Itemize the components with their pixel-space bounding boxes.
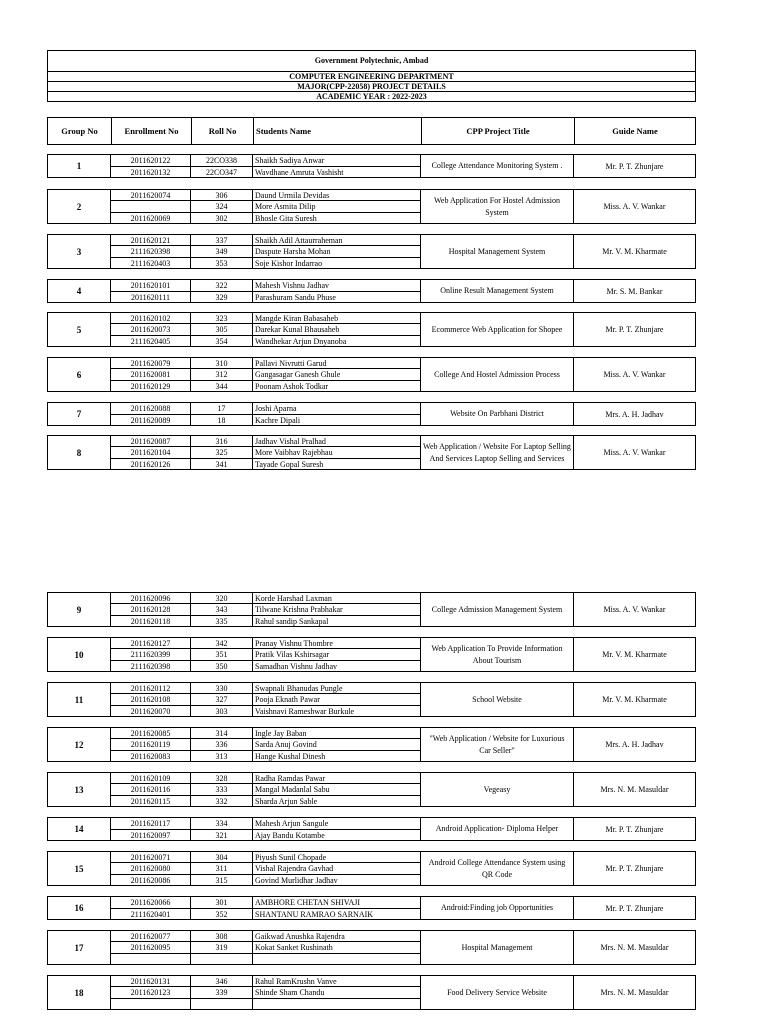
project-title: Android Application- Diploma Helper <box>421 818 574 840</box>
roll-no: 321 <box>191 829 252 841</box>
project-title: Web Application To Provide Information About Tourism <box>421 638 574 671</box>
student-name: Piyush Sunil Chopade <box>255 853 327 862</box>
roll-no: 327 <box>191 693 252 704</box>
group-number: 4 <box>48 280 111 302</box>
roll-no-column <box>191 358 253 391</box>
student-name-column <box>253 403 421 425</box>
group-number: 9 <box>48 593 111 626</box>
student-name: Vishal Rajendra Gavhad <box>253 862 420 873</box>
roll-no: 313 <box>191 750 252 761</box>
enrollment-no: 2011620127 <box>130 639 171 648</box>
enrollment-no: 2011620128 <box>111 603 190 614</box>
group-row <box>47 189 696 224</box>
student-name: Gangasagar Ganesh Ghule <box>253 368 420 379</box>
roll-no: 354 <box>191 335 252 346</box>
enrollment-no: 2011620126 <box>111 458 190 469</box>
student-name-column <box>253 931 421 964</box>
column-header-row <box>47 117 696 145</box>
roll-no: 22CO347 <box>191 166 252 178</box>
roll-no: 346 <box>215 977 228 986</box>
enrollment-no-column <box>111 436 191 469</box>
student-name: Joshi Aparna <box>255 404 297 413</box>
student-name-column <box>253 638 421 671</box>
group-number: 10 <box>48 638 111 671</box>
enrollment-no-column <box>111 931 191 964</box>
enrollment-no: 2011620066 <box>130 898 171 907</box>
guide-name: Mr. P. T. Zhunjare <box>605 161 664 171</box>
project-title: "Web Application / Website for Luxurious Car Seller" <box>421 728 574 761</box>
col-roll-no: Roll No <box>191 118 253 144</box>
roll-no: 319 <box>191 941 252 952</box>
roll-no-column <box>191 931 253 964</box>
roll-no: 322 <box>215 281 228 290</box>
roll-no: 349 <box>191 245 252 256</box>
roll-no-column <box>191 155 253 177</box>
student-name: Mahesh Vishnu Jadhav <box>255 281 330 290</box>
roll-no: 336 <box>191 738 252 749</box>
enrollment-no-column <box>111 190 191 223</box>
student-name: Pallavi Nivrutti Garud <box>255 359 327 368</box>
guide-name: Miss. A. V. Wankar <box>603 605 666 614</box>
enrollment-no: 2011620081 <box>111 368 190 379</box>
student-name: Mangal Madanlal Sabu <box>253 783 420 794</box>
roll-no: 324 <box>191 200 252 211</box>
student-name-column <box>253 593 421 626</box>
roll-no: 312 <box>191 368 252 379</box>
roll-no-column <box>191 976 253 1009</box>
enrollment-no-column <box>111 280 191 302</box>
enrollment-no: 2011620121 <box>130 236 171 245</box>
student-name: Pratik Vilas Kshirsagar <box>253 648 420 659</box>
student-name: More Vaibhav Rajebhau <box>253 446 420 457</box>
enrollment-no: 2111620405 <box>111 335 190 346</box>
enrollment-no: 2011620097 <box>111 829 190 841</box>
roll-no: 304 <box>215 853 228 862</box>
roll-no-column <box>191 436 253 469</box>
enrollment-no-column <box>111 683 191 716</box>
project-title: Hospital Management <box>421 931 574 964</box>
enrollment-no: 2011620087 <box>130 437 171 446</box>
roll-no: 308 <box>215 932 228 941</box>
guide-name: Mrs. A. H. Jadhav <box>605 409 664 419</box>
guide-name: Mrs. A. H. Jadhav <box>605 740 664 749</box>
roll-no: 329 <box>191 291 252 303</box>
roll-no: 337 <box>215 236 228 245</box>
enrollment-no: 2111620399 <box>111 648 190 659</box>
document-header <box>47 50 696 102</box>
student-name: AMBHORE CHETAN SHIVAJI <box>255 898 360 907</box>
roll-no: 305 <box>191 323 252 334</box>
group-row <box>47 312 696 347</box>
enrollment-no: 2011620083 <box>111 750 190 761</box>
enrollment-no <box>111 200 190 211</box>
student-name: Tayade Gopal Suresh <box>253 458 420 469</box>
roll-no: 353 <box>191 257 252 268</box>
roll-no: 22CO338 <box>205 156 238 165</box>
roll-no: 303 <box>191 705 252 716</box>
roll-no-column <box>191 683 253 716</box>
roll-no: 330 <box>215 684 228 693</box>
student-name-column <box>253 358 421 391</box>
group-row <box>47 402 696 426</box>
enrollment-no: 2011620119 <box>111 738 190 749</box>
enrollment-no: 2011620129 <box>111 380 190 391</box>
group-row <box>47 896 696 920</box>
student-name: Samadhan Vishnu Jadhav <box>253 660 420 671</box>
student-name: Daund Urmila Devidas <box>255 191 330 200</box>
group-row <box>47 727 696 762</box>
student-name: Sharda Arjun Sable <box>253 795 420 806</box>
group-number: 12 <box>48 728 111 761</box>
roll-no: 332 <box>191 795 252 806</box>
enrollment-no: 2111620398 <box>111 660 190 671</box>
student-name: Daspute Harsha Mohan <box>253 245 420 256</box>
enrollment-no: 2011620123 <box>111 986 190 997</box>
project-title: Website On Parbhani District <box>421 403 574 425</box>
roll-no: 306 <box>215 191 228 200</box>
enrollment-no: 2011620086 <box>111 874 190 885</box>
project-title: Android:Finding job Opportunities <box>421 897 574 919</box>
enrollment-no: 2011620109 <box>130 774 171 783</box>
enrollment-no-column <box>111 593 191 626</box>
guide-name: Miss. A. V. Wankar <box>603 448 666 457</box>
student-name: SHANTANU RAMRAO SARNAIK <box>253 908 420 920</box>
enrollment-no-column <box>111 852 191 885</box>
group-number: 14 <box>48 818 111 840</box>
group-number: 7 <box>48 403 111 425</box>
enrollment-no-column <box>111 155 191 177</box>
enrollment-no: 2111620398 <box>111 245 190 256</box>
enrollment-no: 2011620085 <box>130 729 171 738</box>
group-row <box>47 592 696 627</box>
student-name: Soje Kishor Indarrao <box>253 257 420 268</box>
roll-no-column <box>191 403 253 425</box>
project-title: Android College Attendance System using QR Code <box>421 852 574 885</box>
guide-name: Miss. A. V. Wankar <box>603 370 666 379</box>
group-row <box>47 435 696 470</box>
group-row <box>47 154 696 178</box>
col-project-title: CPP Project Title <box>421 118 574 144</box>
student-name: Hange Kushal Dinesh <box>253 750 420 761</box>
student-name: Parashuram Sandu Phuse <box>253 291 420 303</box>
student-name-column <box>253 190 421 223</box>
enrollment-no-column <box>111 728 191 761</box>
roll-no: 316 <box>215 437 228 446</box>
roll-no-column <box>191 818 253 840</box>
student-name: Rahul RamKrushn Vanve <box>255 977 337 986</box>
student-name: Poonam Ashok Todkar <box>253 380 420 391</box>
student-name-column <box>253 976 421 1009</box>
group-number: 18 <box>48 976 111 1009</box>
project-title: School Website <box>421 683 574 716</box>
col-guide-name: Guide Name <box>574 118 695 144</box>
group-row <box>47 930 696 965</box>
student-name: Gaikwad Anushka Rajendra <box>255 932 345 941</box>
enrollment-no: 2011620077 <box>130 932 171 941</box>
project-title: Web Application / Website For Laptop Selling And Services Laptop Selling and Services <box>421 436 574 469</box>
guide-name: Mr. V. M. Kharmate <box>602 247 667 256</box>
academic-year: ACADEMIC YEAR : 2022-2023 <box>48 91 695 101</box>
student-name: Bhosle Gita Suresh <box>253 212 420 223</box>
student-name-column <box>253 155 421 177</box>
student-name: Darekar Kunal Bhausaheb <box>253 323 420 334</box>
guide-name: Mr. P. T. Zhunjare <box>605 325 664 334</box>
group-row <box>47 975 696 1010</box>
group-row <box>47 772 696 807</box>
roll-no-column <box>191 313 253 346</box>
group-number: 17 <box>48 931 111 964</box>
enrollment-no: 2011620122 <box>130 156 171 165</box>
guide-name: Mr. P. T. Zhunjare <box>605 824 664 834</box>
enrollment-no-column <box>111 897 191 919</box>
guide-name: Mr. P. T. Zhunjare <box>605 903 664 913</box>
guide-name: Mrs. N. M. Masuldar <box>600 943 669 952</box>
col-enrollment-no: Enrollment No <box>111 118 191 144</box>
enrollment-no-column <box>111 638 191 671</box>
enrollment-no: 2011620111 <box>111 291 190 303</box>
student-name: Mangde Kiran Babasaheb <box>255 314 339 323</box>
student-name-column <box>253 235 421 268</box>
enrollment-no-column <box>111 773 191 806</box>
enrollment-no: 2011620108 <box>111 693 190 704</box>
group-number: 1 <box>48 155 111 177</box>
guide-name: Mrs. N. M. Masuldar <box>600 988 669 997</box>
enrollment-no: 2011620095 <box>111 941 190 952</box>
student-name: Sarda Anuj Govind <box>253 738 420 749</box>
roll-no: 328 <box>215 774 228 783</box>
roll-no-column <box>191 280 253 302</box>
student-name-column <box>253 313 421 346</box>
roll-no-column <box>191 638 253 671</box>
project-title: Web Application For Hostel Admission System <box>421 190 574 223</box>
enrollment-no: 2011620069 <box>111 212 190 223</box>
enrollment-no: 2011620089 <box>111 414 190 426</box>
roll-no: 335 <box>191 615 252 626</box>
enrollment-no: 2011620101 <box>130 281 171 290</box>
enrollment-no: 2011620074 <box>130 191 171 200</box>
enrollment-no-column <box>111 235 191 268</box>
student-name: Pranay Vishnu Thombre <box>255 639 333 648</box>
roll-no: 323 <box>215 314 228 323</box>
enrollment-no: 2011620073 <box>111 323 190 334</box>
roll-no: 17 <box>217 404 226 413</box>
student-name: Wandhekar Arjun Dnyanoba <box>253 335 420 346</box>
group-row <box>47 234 696 269</box>
project-title: College Admission Management System <box>421 593 574 626</box>
department-name: COMPUTER ENGINEERING DEPARTMENT <box>48 71 695 81</box>
student-name: Korde Harshad Laxman <box>255 594 332 603</box>
roll-no: 351 <box>191 648 252 659</box>
enrollment-no: 2011620117 <box>130 819 171 828</box>
roll-no-column <box>191 593 253 626</box>
student-name: Kachre Dipali <box>253 414 420 426</box>
enrollment-no: 2011620104 <box>111 446 190 457</box>
group-number: 6 <box>48 358 111 391</box>
group-number: 15 <box>48 852 111 885</box>
guide-name: Miss. A. V. Wankar <box>603 202 666 211</box>
roll-no: 315 <box>191 874 252 885</box>
guide-name: Mr. V. M. Kharmate <box>602 650 667 659</box>
group-row <box>47 357 696 392</box>
group-number: 5 <box>48 313 111 346</box>
enrollment-no: 2011620080 <box>111 862 190 873</box>
student-name-column <box>253 728 421 761</box>
student-name: Tilwane Krishna Prabhakar <box>253 603 420 614</box>
enrollment-no: 2011620118 <box>111 615 190 626</box>
roll-no: 343 <box>191 603 252 614</box>
roll-no: 314 <box>215 729 228 738</box>
group-number: 11 <box>48 683 111 716</box>
guide-name: Mrs. N. M. Masuldar <box>600 785 669 794</box>
roll-no: 334 <box>215 819 228 828</box>
institute-name: Government Polytechnic, Ambad <box>314 56 429 65</box>
group-number: 13 <box>48 773 111 806</box>
project-title: Ecommerce Web Application for Shopee <box>421 313 574 346</box>
roll-no <box>191 953 252 964</box>
student-name-column <box>253 683 421 716</box>
enrollment-no: 2011620112 <box>130 684 171 693</box>
student-name: Swapnali Bhanudas Pungle <box>255 684 343 693</box>
project-title: College Attendance Monitoring System . <box>421 155 574 177</box>
student-name: Rahul sandip Sankapal <box>253 615 420 626</box>
roll-no-column <box>191 897 253 919</box>
enrollment-no-column <box>111 976 191 1009</box>
roll-no: 310 <box>215 359 228 368</box>
enrollment-no: 2011620088 <box>130 404 171 413</box>
roll-no-column <box>191 728 253 761</box>
roll-no: 18 <box>191 414 252 426</box>
enrollment-no-column <box>111 313 191 346</box>
enrollment-no-column <box>111 358 191 391</box>
group-number: 8 <box>48 436 111 469</box>
guide-name: Mr. V. M. Kharmate <box>602 695 667 704</box>
enrollment-no: 2011620115 <box>111 795 190 806</box>
enrollment-no-column <box>111 818 191 840</box>
enrollment-no: 2011620071 <box>130 853 171 862</box>
group-row <box>47 682 696 717</box>
roll-no: 301 <box>215 898 228 907</box>
student-name-column <box>253 818 421 840</box>
student-name: Ingle Jay Baban <box>255 729 307 738</box>
group-row <box>47 851 696 886</box>
roll-no: 350 <box>191 660 252 671</box>
student-name-column <box>253 852 421 885</box>
enrollment-no: 2011620070 <box>111 705 190 716</box>
col-group-no: Group No <box>61 126 98 136</box>
enrollment-no: 2011620116 <box>111 783 190 794</box>
enrollment-no: 2111620403 <box>111 257 190 268</box>
project-title: Online Result Management System <box>421 280 574 302</box>
roll-no: 341 <box>191 458 252 469</box>
student-name: Shaikh Sadiya Anwar <box>255 156 325 165</box>
roll-no: 342 <box>215 639 228 648</box>
student-name-column <box>253 773 421 806</box>
roll-no: 352 <box>191 908 252 920</box>
group-row <box>47 817 696 841</box>
student-name: Ajay Bandu Kotambe <box>253 829 420 841</box>
student-name <box>253 953 420 964</box>
roll-no-column <box>191 773 253 806</box>
student-name-column <box>253 436 421 469</box>
roll-no: 325 <box>191 446 252 457</box>
roll-no-column <box>191 852 253 885</box>
student-name: Shinde Sham Chandu <box>253 986 420 997</box>
roll-no: 344 <box>191 380 252 391</box>
student-name <box>253 998 420 1009</box>
group-number: 3 <box>48 235 111 268</box>
roll-no: 302 <box>191 212 252 223</box>
student-name: Pooja Eknath Pawar <box>253 693 420 704</box>
student-name: Kokat Sanket Rushinath <box>253 941 420 952</box>
group-number: 2 <box>48 190 111 223</box>
enrollment-no: 2011620079 <box>130 359 171 368</box>
enrollment-no: 2011620132 <box>111 166 190 178</box>
student-name-column <box>253 280 421 302</box>
student-name: Mahesh Arjun Sangule <box>255 819 329 828</box>
enrollment-no <box>111 953 190 964</box>
guide-name: Mr. P. T. Zhunjare <box>605 864 664 873</box>
student-name: Jadhav Vishal Pralhad <box>255 437 326 446</box>
enrollment-no: 2011620131 <box>130 977 171 986</box>
col-students-name: Students Name <box>253 118 421 144</box>
student-name: Vaishnavi Rameshwar Burkule <box>253 705 420 716</box>
project-title: Hospital Management System <box>421 235 574 268</box>
enrollment-no <box>111 998 190 1009</box>
enrollment-no: 2011620102 <box>130 314 171 323</box>
roll-no-column <box>191 190 253 223</box>
enrollment-no: 2011620096 <box>130 594 171 603</box>
roll-no: 311 <box>191 862 252 873</box>
enrollment-no-column <box>111 403 191 425</box>
group-number: 16 <box>48 897 111 919</box>
guide-name: Mr. S. M. Bankar <box>606 286 663 296</box>
roll-no: 333 <box>191 783 252 794</box>
group-row <box>47 637 696 672</box>
project-title: College And Hostel Admission Process <box>421 358 574 391</box>
enrollment-no: 2111620401 <box>111 908 190 920</box>
project-title: Food Delivery Service Website <box>421 976 574 1009</box>
group-row <box>47 279 696 303</box>
project-subtitle: MAJOR(CPP-22058) PROJECT DETAILS <box>48 81 695 91</box>
student-name: Wavdhane Amruta Vashisht <box>253 166 420 178</box>
roll-no-column <box>191 235 253 268</box>
project-title: Vegeasy <box>421 773 574 806</box>
roll-no: 320 <box>215 594 228 603</box>
student-name: Shaikh Adil Attaurraheman <box>255 236 343 245</box>
student-name-column <box>253 897 421 919</box>
roll-no: 339 <box>191 986 252 997</box>
student-name: Radha Ramdas Pawar <box>255 774 326 783</box>
student-name: Govind Murlidhar Jadhav <box>253 874 420 885</box>
student-name: More Asmita Dilip <box>253 200 420 211</box>
roll-no <box>191 998 252 1009</box>
